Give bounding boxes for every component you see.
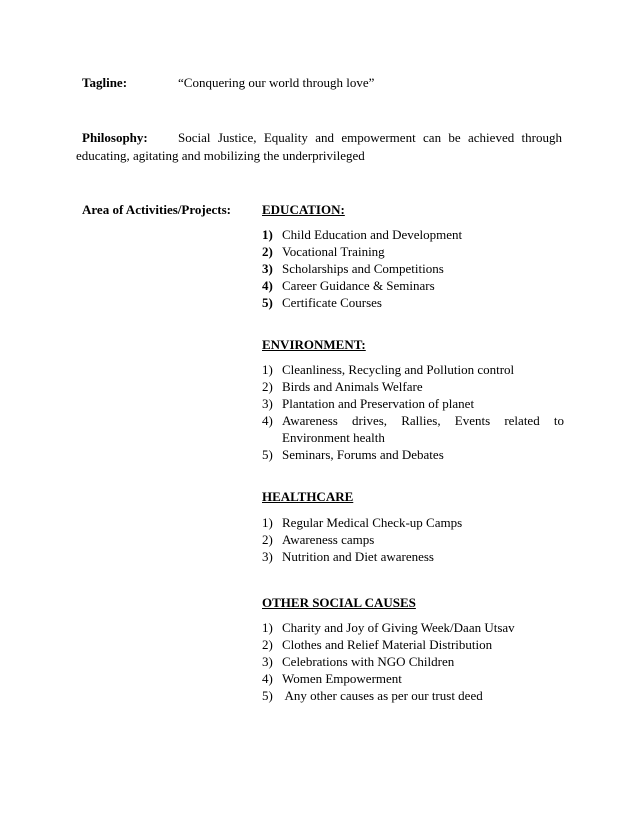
list-number: 5) <box>262 447 273 462</box>
environment-list-cont <box>262 429 444 463</box>
list-text: Women Empowerment <box>282 671 402 686</box>
list-number: 1) <box>262 362 273 377</box>
list-text: Career Guidance & Seminars <box>282 278 435 293</box>
list-text: Certificate Courses <box>282 295 382 310</box>
activities-label: Area of Activities/Projects: <box>82 202 231 217</box>
other-causes-list <box>262 619 515 704</box>
list-number: 4) <box>262 413 273 428</box>
philosophy-label: Philosophy: <box>82 130 148 145</box>
list-item <box>262 514 462 531</box>
list-number: 3) <box>262 549 273 564</box>
list-item <box>262 653 515 670</box>
list-item <box>262 243 462 260</box>
list-number: 2) <box>262 379 273 394</box>
list-text: Any other causes as per our trust deed <box>282 688 483 703</box>
list-text: Celebrations with NGO Children <box>282 654 455 669</box>
list-number: 3) <box>262 396 273 411</box>
list-item <box>262 395 514 412</box>
list-text: Charity and Joy of Giving Week/Daan Utsav <box>282 620 515 635</box>
tagline-value: “Conquering our world through love” <box>178 75 375 90</box>
list-number: 5) <box>262 688 273 703</box>
list-text: Awareness drives, Rallies, Events related to <box>282 413 564 428</box>
list-number: 3) <box>262 654 273 669</box>
list-number: 2) <box>262 244 273 259</box>
list-item <box>262 260 462 277</box>
list-text: Clothes and Relief Material Distribution <box>282 637 493 652</box>
list-number: 3) <box>262 261 273 276</box>
list-number: 1) <box>262 515 273 530</box>
list-item <box>262 294 462 311</box>
list-number: 2) <box>262 637 273 652</box>
list-text: Regular Medical Check-up Camps <box>282 515 463 530</box>
list-text: Birds and Animals Welfare <box>282 379 423 394</box>
list-text: Nutrition and Diet awareness <box>282 549 434 564</box>
list-item <box>262 412 564 429</box>
healthcare-heading: HEALTHCARE <box>262 489 354 504</box>
philosophy-line-1: Social Justice, Equality and empowerment can be achieved through <box>178 130 562 145</box>
list-item <box>262 378 514 395</box>
philosophy-line-2: educating, agitating and mobilizing the underprivileged <box>76 148 365 163</box>
education-list <box>262 226 462 311</box>
list-number: 2) <box>262 532 273 547</box>
list-text: Seminars, Forums and Debates <box>282 447 444 462</box>
list-item <box>262 277 462 294</box>
list-number: 5) <box>262 295 273 310</box>
list-item <box>262 687 515 704</box>
list-item <box>262 619 515 636</box>
list-text: Child Education and Development <box>282 227 463 242</box>
list-item <box>262 670 515 687</box>
list-item <box>262 226 462 243</box>
list-number: 1) <box>262 620 273 635</box>
environment-list <box>262 361 514 412</box>
healthcare-list <box>262 514 462 565</box>
other-causes-heading: OTHER SOCIAL CAUSES <box>262 595 416 610</box>
list-item <box>262 531 462 548</box>
list-text: Vocational Training <box>282 244 385 259</box>
list-text: Cleanliness, Recycling and Pollution control <box>282 362 515 377</box>
list-item <box>262 446 444 463</box>
tagline-label: Tagline: <box>82 75 128 90</box>
list-item <box>262 429 444 446</box>
list-text: Plantation and Preservation of planet <box>282 396 475 411</box>
list-text: Awareness camps <box>282 532 375 547</box>
list-text: Environment health <box>282 430 385 445</box>
environment-heading: ENVIRONMENT: <box>262 337 366 352</box>
education-heading: EDUCATION: <box>262 202 345 217</box>
list-item <box>262 548 462 565</box>
list-number: 4) <box>262 278 273 293</box>
list-number: 1) <box>262 227 273 242</box>
list-number: 4) <box>262 671 273 686</box>
list-text: Scholarships and Competitions <box>282 261 444 276</box>
list-item <box>262 361 514 378</box>
list-item <box>262 636 515 653</box>
